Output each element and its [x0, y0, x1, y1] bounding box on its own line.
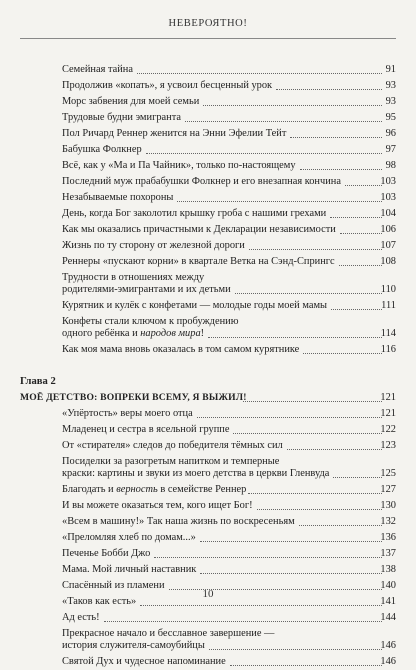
- entry-text: родителями-эмигрантами и их детьми: [62, 284, 231, 295]
- toc-entry: [0, 270, 416, 298]
- entry-title: [62, 190, 173, 206]
- entry-title: [62, 422, 229, 438]
- toc-entry: [0, 482, 416, 498]
- entry-title: [62, 498, 253, 514]
- dot-leader: [276, 89, 382, 90]
- entry-text: Конфеты стали ключом к пробуждению: [62, 316, 239, 327]
- entry-title: [62, 514, 295, 530]
- entry-title: [62, 94, 199, 110]
- entry-title: [62, 206, 326, 222]
- toc-entry: [0, 498, 416, 514]
- entry-title: [62, 142, 142, 158]
- entry-text: «Преломляя хлеб по домам...»: [62, 532, 196, 543]
- dot-leader: [185, 121, 382, 122]
- page-ref: 138: [380, 564, 396, 575]
- toc-entry: [0, 206, 416, 222]
- toc-entry: [0, 298, 416, 314]
- toc-entry: [0, 654, 416, 670]
- toc-entry: [0, 406, 416, 422]
- page-number: 10: [202, 588, 214, 600]
- toc-entry: [0, 422, 416, 438]
- entry-text: Прекрасное начало и бесславное завершение —: [62, 628, 275, 639]
- entry-title-continued: [62, 638, 205, 654]
- page-ref: 116: [380, 344, 396, 355]
- page-ref: 144: [380, 612, 396, 623]
- entry-title-continued: [62, 282, 231, 298]
- entry-title: [62, 438, 283, 454]
- toc-entry: [0, 110, 416, 126]
- entry-text: Младенец и сестра в ясельной группе: [62, 424, 230, 435]
- page-ref: 130: [380, 500, 396, 511]
- dot-leader: [200, 573, 382, 574]
- toc-entry: [0, 158, 416, 174]
- dot-leader: [203, 105, 382, 106]
- entry-text: история служителя-самоубийцы: [62, 640, 205, 651]
- dot-leader: [299, 525, 382, 526]
- entry-text: Продолжив «копать», я усвоил бесценный урок: [62, 80, 273, 91]
- dot-leader: [287, 449, 382, 450]
- dot-leader: [233, 433, 382, 434]
- toc-entry: [0, 530, 416, 546]
- entry-text: И вы можете оказаться тем, кого ищет Бог!: [62, 500, 253, 511]
- entry-emphasis: народов мира: [140, 328, 201, 339]
- toc-entry: [0, 438, 416, 454]
- page-ref: 103: [380, 176, 396, 187]
- page-ref: 110: [380, 284, 396, 295]
- entry-title-continued: [62, 326, 204, 342]
- toc-entry: [0, 626, 416, 654]
- entry-title: [62, 530, 196, 546]
- dot-leader: [257, 509, 382, 510]
- dot-leader: [248, 493, 382, 494]
- entry-title: [62, 610, 100, 626]
- toc-entry: [0, 254, 416, 270]
- toc-entry: [0, 126, 416, 142]
- entry-title: [62, 482, 246, 498]
- entry-text: одного ребёнка и: [62, 328, 141, 339]
- toc-entry: [0, 222, 416, 238]
- entry-title: [62, 298, 327, 314]
- entry-text-tail: в семействе Реннер: [157, 484, 247, 495]
- entry-title: [62, 62, 133, 78]
- chapter-label: Глава 2: [20, 376, 56, 387]
- entry-text: Жизнь по ту сторону от железной дороги: [62, 240, 245, 251]
- entry-emphasis: верность: [116, 484, 158, 495]
- page-ref: 111: [381, 300, 396, 311]
- entry-text: Семейная тайна: [62, 64, 133, 75]
- entry-text: краски: картины и звуки из моего детства в церкви Гленвуда: [62, 468, 330, 479]
- toc-entry: [0, 454, 416, 482]
- entry-title: [62, 254, 335, 270]
- page-ref: 96: [385, 128, 396, 139]
- page-ref: 122: [380, 424, 396, 435]
- table-of-contents: [0, 62, 416, 670]
- page-ref: 95: [385, 112, 396, 123]
- entry-text: Пол Ричард Реннер женится на Энни Эфелии Тейт: [62, 128, 287, 139]
- page-ref: 114: [380, 328, 396, 339]
- entry-text: «Всем в машину!» Так наша жизнь по воскресеньям: [62, 516, 295, 527]
- toc-entry: [0, 610, 416, 626]
- toc-entry: [0, 238, 416, 254]
- entry-text: Как мы оказались причастными к Декларации независимости: [62, 224, 336, 235]
- dot-leader: [249, 249, 382, 250]
- page-ref: 98: [385, 160, 396, 171]
- entry-text: Ад есть!: [62, 612, 100, 623]
- entry-title: [62, 406, 193, 422]
- toc-entry: [0, 342, 416, 358]
- entry-title: [62, 546, 150, 562]
- entry-text: Печенье Бобби Джо: [62, 548, 151, 559]
- page-ref: 121: [380, 408, 396, 419]
- page-ref: 123: [380, 440, 396, 451]
- toc-entry: [0, 78, 416, 94]
- entry-text: Морс забвения для моей семьи: [62, 96, 200, 107]
- entry-title: [62, 78, 272, 94]
- dot-leader: [140, 605, 382, 606]
- entry-title: [62, 342, 299, 358]
- entry-text: Как моя мама вновь оказалась в том самом курятнике: [62, 344, 300, 355]
- entry-text: Последний муж прабабушки Фолкнер и его внезапная кончина: [62, 176, 341, 187]
- page-ref: 106: [380, 224, 396, 235]
- page-ref: 121: [380, 392, 396, 403]
- entry-text: Курятник и кулёк с конфетами — молодые годы моей мамы: [62, 300, 327, 311]
- entry-text: Бабушка Фолкнер: [62, 144, 142, 155]
- entry-title: [62, 222, 336, 238]
- running-header: НЕВЕРОЯТНО!: [168, 18, 248, 29]
- entry-text: Трудности в отношениях между: [62, 272, 205, 283]
- page-ref: 141: [380, 596, 396, 607]
- page-ref: 108: [380, 256, 396, 267]
- entry-title: [62, 126, 286, 142]
- dot-leader: [290, 137, 382, 138]
- dot-leader: [137, 73, 382, 74]
- toc-entry: [0, 174, 416, 190]
- chapter-heading: [0, 376, 416, 390]
- entry-title-continued: [62, 466, 329, 482]
- dot-leader: [197, 417, 382, 418]
- entry-text: Незабываемые похороны: [62, 192, 174, 203]
- chapter-title-row: [0, 390, 416, 406]
- page-ref: 104: [380, 208, 396, 219]
- entry-text: «Упёртость» веры моего отца: [62, 408, 193, 419]
- entry-title: [62, 238, 245, 254]
- page-ref: 103: [380, 192, 396, 203]
- dot-leader: [303, 353, 382, 354]
- entry-text: Реннеры «пускают корни» в квартале Ветка на Сэнд-Спрингс: [62, 256, 335, 267]
- entry-title: [62, 158, 296, 174]
- chapter-gap: [0, 358, 416, 376]
- toc-entry: [0, 514, 416, 530]
- page-ref: 91: [385, 64, 396, 75]
- header-rule: [20, 38, 396, 39]
- entry-text-tail: !: [200, 328, 205, 339]
- entry-text: День, когда Бог заколотил крышку гроба с нашими грехами: [62, 208, 327, 219]
- dot-leader: [154, 557, 382, 558]
- entry-title: [62, 174, 341, 190]
- dot-leader: [104, 621, 382, 622]
- dot-leader: [235, 293, 382, 294]
- entry-text: Благодать и: [62, 484, 117, 495]
- toc-entry: [0, 562, 416, 578]
- entry-text: «Таков как есть»: [62, 596, 137, 607]
- page-ref: 132: [380, 516, 396, 527]
- chapter-title: МОЁ ДЕТСТВО: ВОПРЕКИ ВСЕМУ, Я ВЫЖИЛ!: [20, 392, 247, 403]
- dot-leader: [230, 665, 382, 666]
- entry-text: Мама. Мой личный наставник: [62, 564, 197, 575]
- entry-text: От «стирателя» следов до победителя тёмных сил: [62, 440, 283, 451]
- page-ref: 107: [380, 240, 396, 251]
- dot-leader: [243, 401, 382, 402]
- page-ref: 127: [380, 484, 396, 495]
- dot-leader: [177, 201, 382, 202]
- toc-entry: [0, 190, 416, 206]
- entry-text: Трудовые будни эмигранта: [62, 112, 181, 123]
- page-ref: 125: [380, 468, 396, 479]
- page-ref: 93: [385, 80, 396, 91]
- page-ref: 146: [380, 656, 396, 667]
- dot-leader: [200, 541, 382, 542]
- page-ref: 137: [380, 548, 396, 559]
- toc-entry: [0, 62, 416, 78]
- toc-entry: [0, 94, 416, 110]
- page-ref: 136: [380, 532, 396, 543]
- page-ref: 140: [380, 580, 396, 591]
- entry-text: Посиделки за разогретым напитком и темперные: [62, 456, 280, 467]
- page-ref: 93: [385, 96, 396, 107]
- entry-title: [62, 654, 226, 670]
- entry-title: [62, 562, 196, 578]
- dot-leader: [209, 649, 382, 650]
- toc-entry: [0, 314, 416, 342]
- dot-leader: [146, 153, 382, 154]
- entry-text: Всё, как у «Ма и Па Чайник», только по-настоящему: [62, 160, 296, 171]
- dot-leader: [208, 337, 382, 338]
- dot-leader: [300, 169, 382, 170]
- entry-text: Святой Дух и чудесное напоминание: [62, 656, 226, 667]
- entry-text: Спасённый из пламени: [62, 580, 165, 591]
- toc-entry: [0, 142, 416, 158]
- entry-title: [62, 110, 181, 126]
- page-ref: 146: [380, 640, 396, 651]
- page-ref: 97: [385, 144, 396, 155]
- toc-entry: [0, 546, 416, 562]
